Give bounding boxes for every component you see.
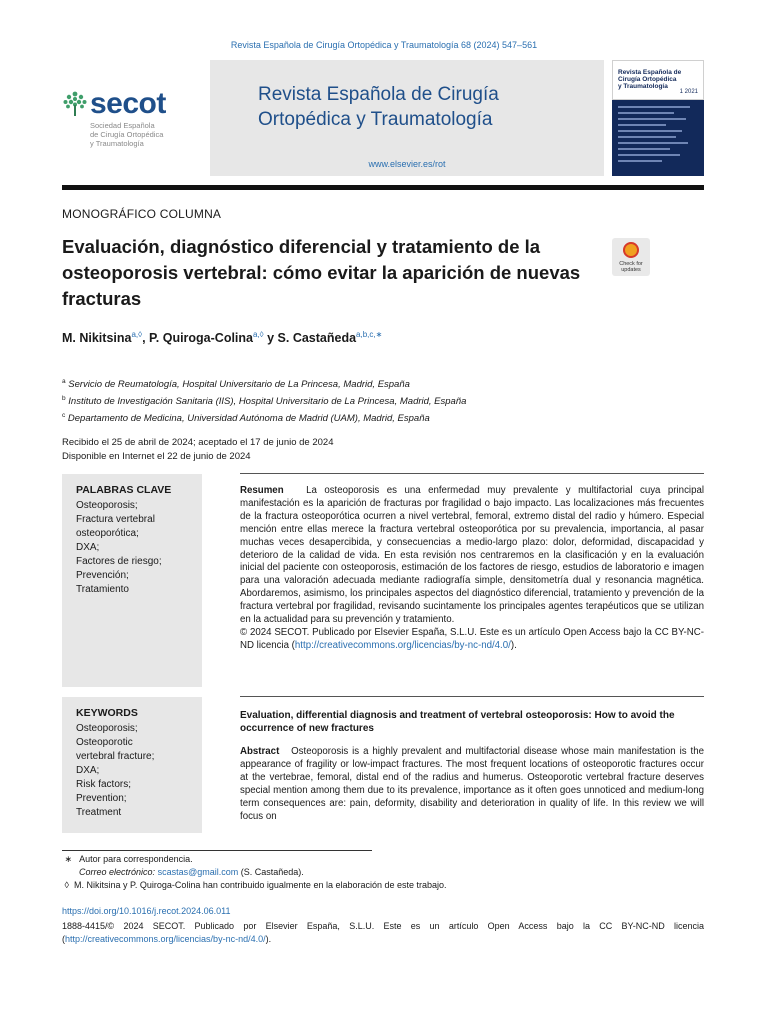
english-title: Evaluation, differential diagnosis and treatment of vertebral osteoporosis: How to avoid the occurrence of new fractures [240, 710, 675, 734]
journal-title: Revista Española de Cirugía Ortopédica y Traumatología [258, 84, 499, 130]
journal-url-link[interactable]: www.elsevier.es/rot [368, 159, 446, 169]
corresponding-author-note: ∗ Autor para correspondencia. [64, 854, 193, 864]
abstract-es-copyright: © 2024 SECOT. Publicado por Elsevier España, S.L.U. Este es un artículo Open Access bajo la CC BY-NC-ND licencia ( [240, 626, 704, 651]
footnotes [62, 853, 447, 892]
check-for-updates-button[interactable] [612, 238, 650, 276]
affiliation-list [62, 375, 466, 426]
keyword: Prevention; [76, 793, 127, 804]
keyword: osteoporótica; [76, 528, 139, 539]
affiliation: $^c$ Departamento de Medicina, Universidad Autónoma de Madrid (UAM), Madrid, España [62, 412, 430, 425]
logo-subtitle: Sociedad Española de Cirugía Ortopédica y Traumatología [90, 121, 164, 148]
keyword: Tratamiento [76, 584, 129, 595]
cover-title: Revista Española de Cirugía Ortopédica y Traumatología [618, 69, 682, 90]
abstract-es-copyright-end: ). [510, 639, 517, 651]
check-updates-label: Check for updates [619, 261, 643, 273]
author-name[interactable]: M. Nikitsina [62, 331, 132, 346]
email-note: Correo electrónico: scastas@gmail.com (S. Castañeda). [79, 867, 304, 877]
keyword: Osteoporotic [76, 737, 133, 748]
keyword: DXA; [76, 542, 100, 553]
article-title: Evaluación, diagnóstico diferencial y tratamiento de la osteoporosis vertebral: cómo evitar la aparición de nuevas fracturas [62, 236, 581, 309]
keywords-en-box [62, 697, 202, 833]
author-name[interactable]: P. Quiroga-Colina [149, 331, 253, 346]
abstract-en-label: Abstract [240, 746, 280, 757]
abstract-en-text: Osteoporosis is a highly prevalent and multifactorial disease whose main manifestation is the appearance of fragility or low-impact fractures. The most frequent locations of osteoporotic fractures occur at the vertebrae, femoral, distal end of the radius and humerus. Osteoporotic vertebral fracture deserves special mention among them due to its prevalence, importance as it often goes unnoticed and medium-long term consequences are: pain, deformity, disability and deterioration in quality of life. In this review we will focus on [240, 746, 704, 822]
author-separator: , [142, 331, 150, 346]
logo-wordmark: secot [90, 87, 166, 120]
email-link[interactable]: scastas@gmail.com [157, 867, 239, 877]
equal-contribution-note: ◊ M. Nikitsina y P. Quiroga-Colina han contribuido igualmente en la elaboración de este trabajo. [64, 880, 447, 890]
footnote-rule [62, 850, 372, 851]
abstract-es [240, 485, 704, 653]
journal-citation: Revista Española de Cirugía Ortopédica y Traumatología 68 (2024) 547–561 [230, 40, 538, 50]
journal-banner [210, 60, 604, 176]
keywords-es-box [62, 474, 202, 687]
keyword: Risk factors; [76, 779, 132, 790]
keywords-es-heading: PALABRAS CLAVE [76, 484, 172, 496]
affiliation: $^a$ Servicio de Reumatología, Hospital Universitario de La Princesa, Madrid, España [62, 378, 410, 391]
tree-icon [62, 90, 88, 118]
header-rule [62, 185, 704, 190]
affiliation: $^b$ Instituto de Investigación Sanitaria (IIS), Hospital Universitario de La Princesa, Madrid, España [62, 395, 467, 408]
abstract-es-label: Resumen [240, 485, 284, 496]
keyword: DXA; [76, 765, 100, 776]
abstract-es-top-rule [240, 473, 704, 474]
keyword: Osteoporosis; [76, 723, 138, 734]
check-updates-icon [623, 242, 639, 258]
keyword: Osteoporosis; [76, 500, 138, 511]
keyword: vertebral fracture; [76, 751, 155, 762]
journal-cover-thumbnail [612, 60, 704, 176]
doi-link[interactable]: https://doi.org/10.1016/j.recot.2024.06.011 [62, 906, 231, 916]
section-label: MONOGRÁFICO COLUMNA [62, 207, 222, 221]
abstract-es-bottom-rule [240, 696, 704, 697]
author-affiliation-marks[interactable]: a,◊ [131, 330, 143, 339]
secot-logo [62, 88, 202, 158]
keyword: Fractura vertebral [76, 514, 155, 525]
article-dates: Recibido el 25 de abril de 2024; aceptado el 17 de junio de 2024 Disponible en Internet el 22 de junio de 2024 [62, 437, 334, 462]
author-affiliation-marks[interactable]: a,◊ [253, 330, 264, 339]
license-statement: 1888-4415/© 2024 SECOT. Publicado por Elsevier España, S.L.U. Este es un artículo Open Access bajo la CC BY-NC-ND licencia (http://creativecommons.org/licencias/by-nc-nd/4.0/). [62, 921, 704, 944]
keyword: Prevención; [76, 570, 129, 581]
author-list [62, 330, 382, 345]
abstract-es-license-link[interactable]: http://creativecommons.org/licencias/by-nc-nd/4.0/ [294, 639, 511, 651]
author-affiliation-marks[interactable]: a,b,c,∗ [356, 330, 383, 339]
cover-toc-lines [618, 106, 698, 166]
abstract-es-text: La osteoporosis es una enfermedad muy prevalente y multifactorial cuya principal manifestación es la aparición de fracturas por fragilidad o bajo impacto. Las localizaciones más frecuentes de la fractura osteoporótica ocurren a nivel vertebral, femoral, extremo distal del radio y húmero. Especial mención entre ellas merece la fractura vertebral osteoporótica por su prevalencia, importancia, al pasar muchas veces desapercibida, y consecuencias a medio-largo plazo: dolor, deformidad, discapacidad y deterioro de la calidad de vida. En esta revisión nos centraremos en la clasificación y en la evaluación inicial del paciente con osteoporosis, estimación de los factores de riesgo, estudios de laboratorio e imagen para una valoración adecuada mediante radiografía simple, densitometría dual y resonancia magnética. Abordaremos, asimismo, los principales aspectos del diagnóstico diferencial, tratamiento y prevención de la fractura vertebral por fragilidad, revisando sucintamente los principales agentes terapéuticos que se utilizan en la actualidad para su prevención y tratamiento. [240, 485, 704, 626]
keywords-en-heading: KEYWORDS [76, 707, 138, 719]
license-link[interactable]: http://creativecommons.org/licencias/by-nc-nd/4.0/ [65, 933, 266, 944]
author-separator: y [263, 331, 278, 346]
cover-badge: 1 2021 [679, 89, 698, 95]
abstract-en [240, 746, 704, 836]
cover-header [612, 60, 704, 100]
keyword: Factores de riesgo; [76, 556, 162, 567]
author-name[interactable]: S. Castañeda [277, 331, 357, 346]
keyword: Treatment [76, 807, 122, 818]
